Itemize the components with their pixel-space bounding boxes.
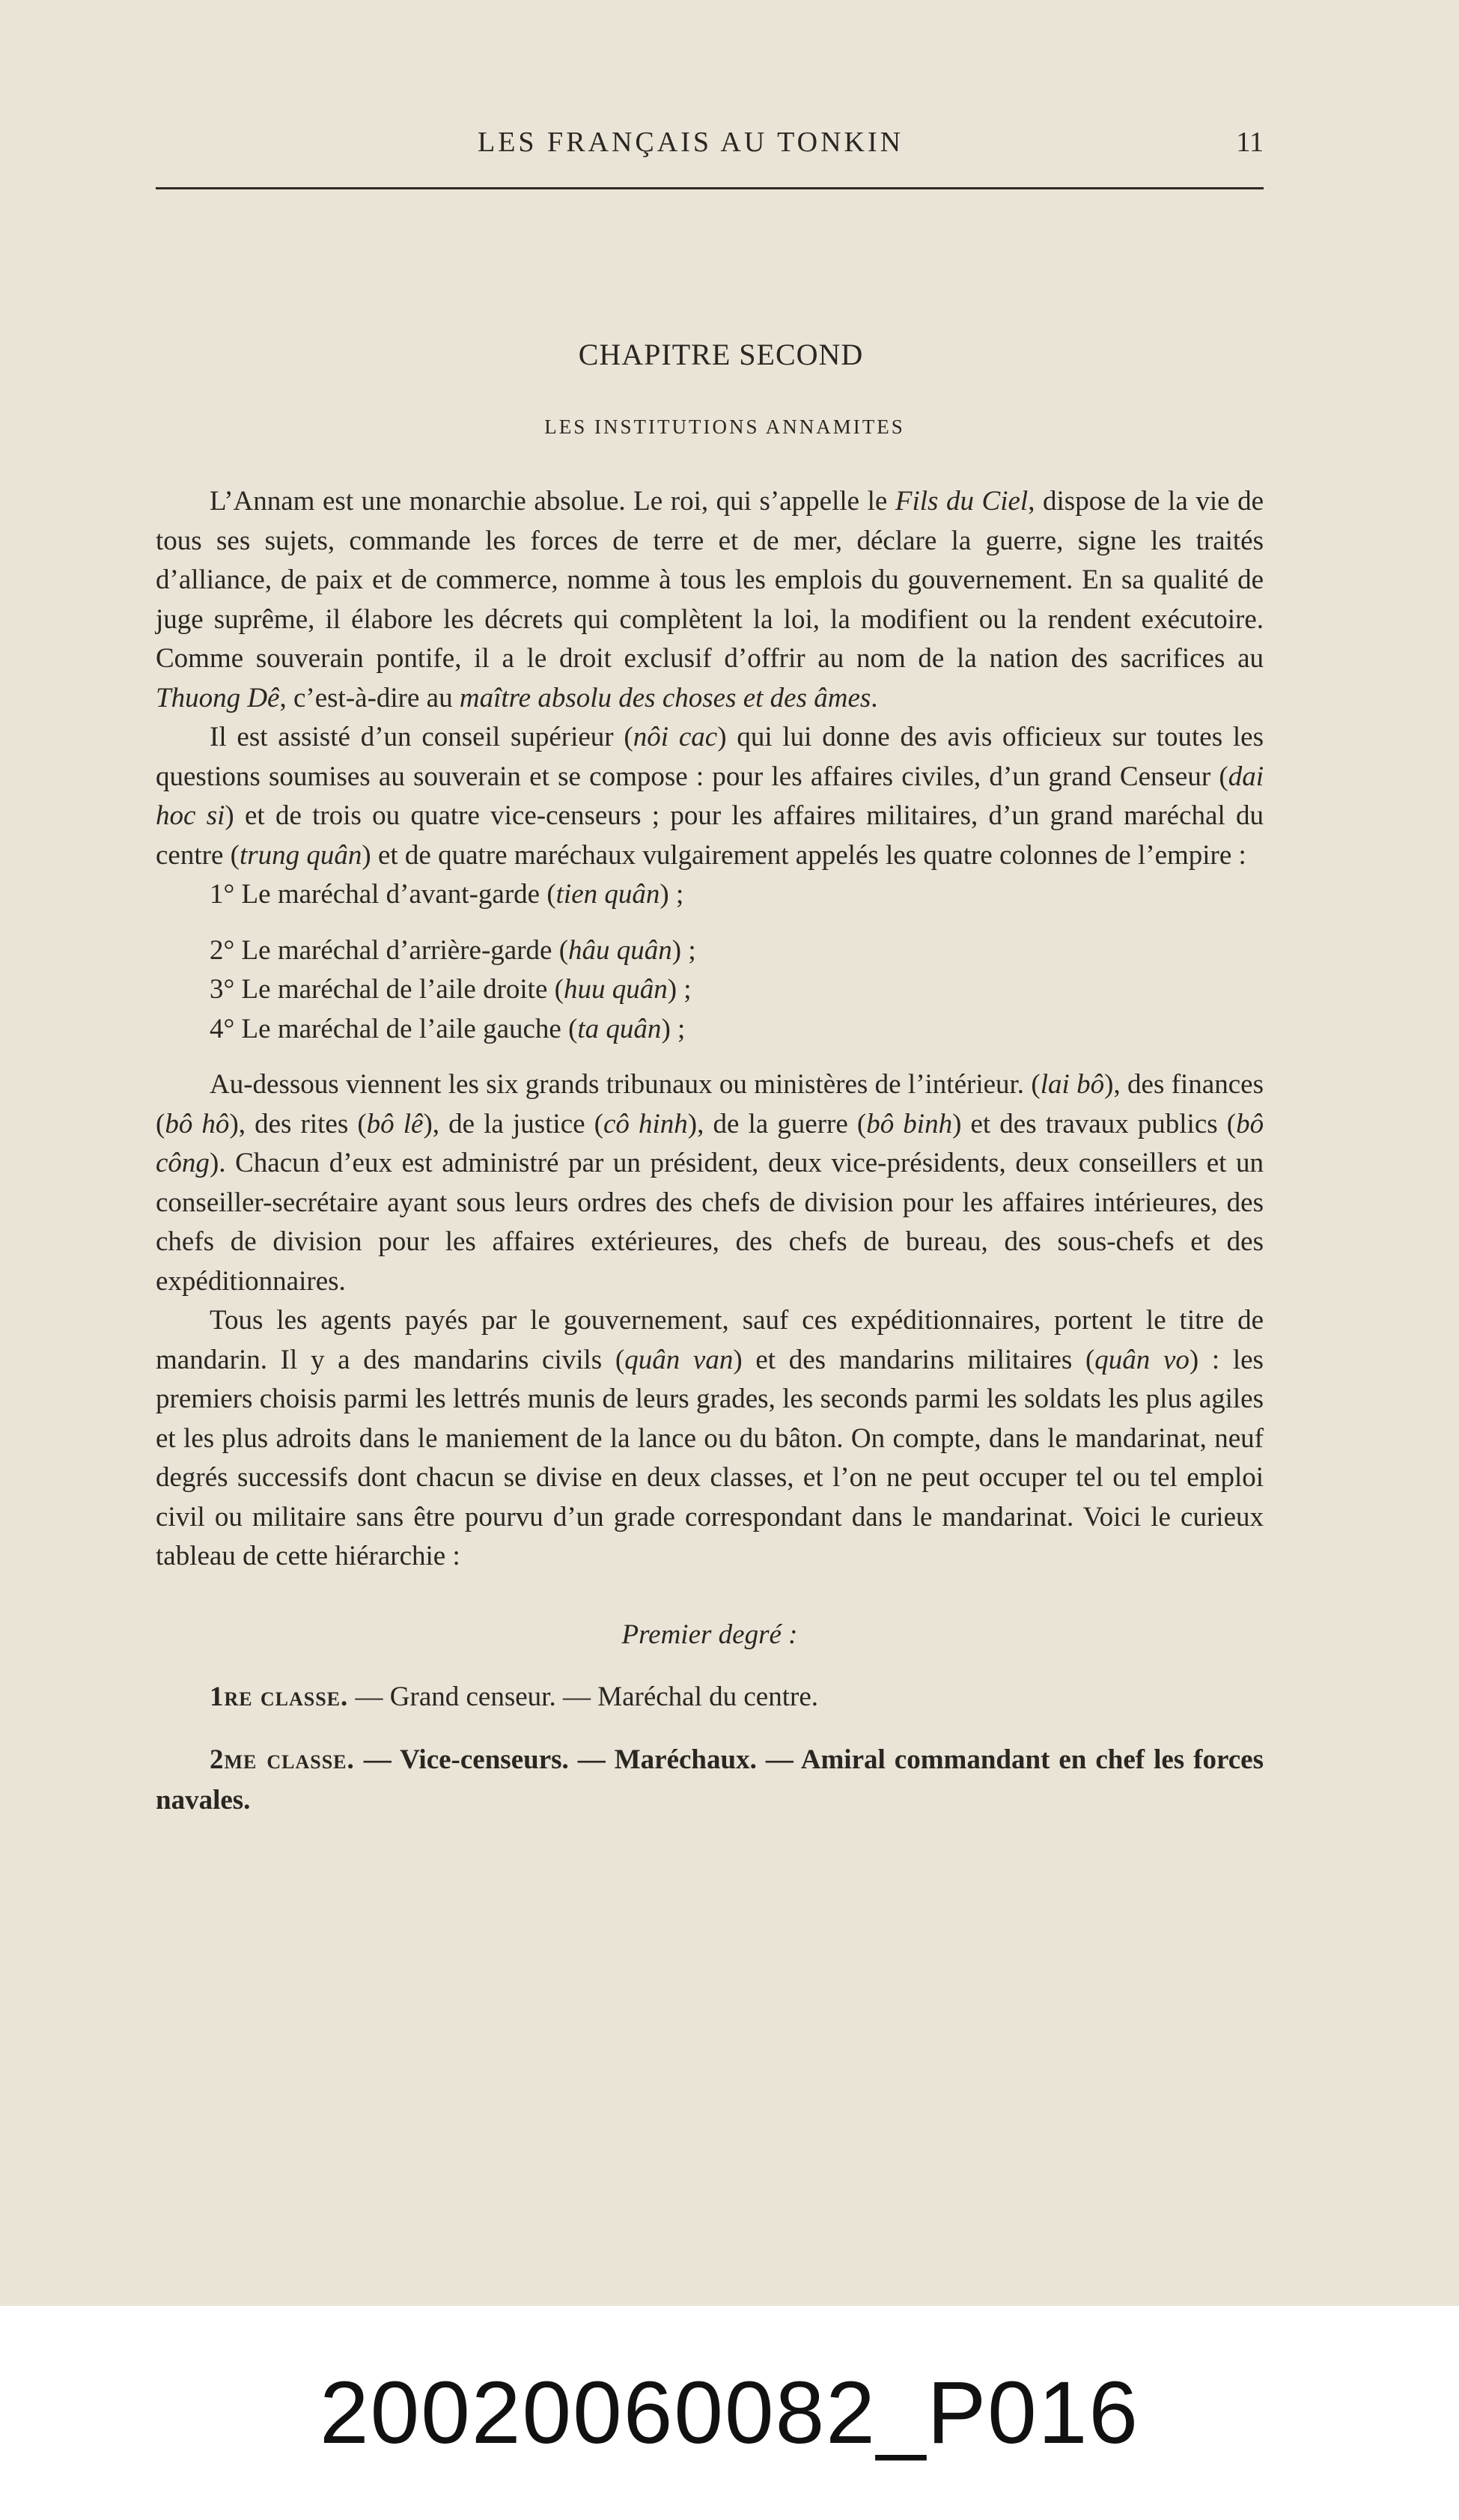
section-title: LES INSTITUTIONS ANNAMITES bbox=[544, 416, 905, 438]
body-text bbox=[156, 482, 1264, 1821]
text-run: chef les forces navales. bbox=[156, 1744, 1264, 1816]
text-run: ) ; bbox=[667, 974, 692, 1005]
running-header bbox=[156, 112, 1264, 172]
italic-term: tien quân bbox=[555, 879, 660, 910]
italic-term: bô hô bbox=[165, 1108, 230, 1139]
text-run: ) ; bbox=[661, 1013, 686, 1044]
text-run: ) : les premiers choisis parmi les lettrés munis de leurs grades, les seconds parmi les soldats les plus agiles et les plus adroits dans le maniement de la lance ou du bâton. On compte, dans le mandarinat, neuf degrés successifs dont chacun se divise en deux classes, et l’on ne peut occuper tel ou tel emploi civil ou militaire sans être pourvu d’un grade correspondant dans le mandarinat. Voici le curieux tableau de cette hiérarchie : bbox=[156, 1344, 1264, 1571]
italic-term: maître absolu des choses et des âmes bbox=[459, 682, 871, 713]
text-run: 2° Le maréchal d’arrière-garde ( bbox=[210, 934, 569, 966]
paragraph-2 bbox=[156, 718, 1264, 875]
class-label: 2me classe. bbox=[210, 1744, 355, 1775]
page-number: 11 bbox=[1236, 127, 1264, 158]
list-item bbox=[210, 1010, 1264, 1050]
text-run: ), de la justice ( bbox=[423, 1108, 603, 1139]
italic-term: hâu quân bbox=[568, 934, 672, 966]
class-label: 1re classe. bbox=[210, 1681, 349, 1712]
text-run: 3° Le maréchal de l’aile droite ( bbox=[210, 974, 564, 1005]
marshal-list bbox=[156, 875, 1264, 1049]
scan-id-caption: 20020060082_P016 bbox=[0, 2306, 1459, 2520]
header-rule bbox=[156, 187, 1264, 189]
chapter-title: CHAPITRE SECOND bbox=[578, 338, 864, 371]
paragraph-4 bbox=[156, 1301, 1264, 1577]
text-run: Au-dessous viennent les six grands tribunaux ou ministères de l’intérieur. ( bbox=[210, 1069, 1041, 1100]
text-run: Tous les agents payés par le gouvernement, sauf ces expéditionnaires, portent le titre de mandarin. Il y a des mandarins civils ( bbox=[156, 1305, 1264, 1375]
paragraph-1 bbox=[156, 482, 1264, 718]
text-run: ), de la guerre ( bbox=[687, 1108, 867, 1139]
italic-term: huu quân bbox=[563, 974, 668, 1005]
italic-term: quân vo bbox=[1094, 1344, 1190, 1375]
text-run: ) qui lui donne des avis officieux sur toutes les questions soumises au souverain et se compose : pour les affaires civiles, d’un grand Censeur ( bbox=[156, 722, 1264, 792]
text-run: — Grand censeur. — Maréchal du centre. bbox=[348, 1681, 818, 1712]
degree-title: Premier degré : bbox=[621, 1619, 798, 1650]
italic-term: ta quân bbox=[577, 1013, 662, 1044]
text-run: 1° Le maréchal d’avant-garde ( bbox=[210, 879, 556, 910]
italic-term: nôi cac bbox=[633, 722, 718, 752]
text-run: ) et des mandarins militaires ( bbox=[733, 1344, 1095, 1375]
text-run: ) et des travaux publics ( bbox=[952, 1108, 1237, 1139]
list-item bbox=[210, 970, 1264, 1010]
text-run: ) ; bbox=[660, 879, 684, 910]
italic-term: Thuong Dê bbox=[156, 682, 280, 713]
class-1-line bbox=[156, 1677, 1264, 1717]
italic-term: lai bô bbox=[1040, 1069, 1105, 1100]
running-title: LES FRANÇAIS AU TONKIN bbox=[478, 127, 904, 158]
list-item bbox=[210, 931, 1264, 971]
text-run: ), des rites ( bbox=[229, 1108, 367, 1139]
italic-term: Fils du Ciel bbox=[895, 486, 1029, 517]
paragraph-3 bbox=[156, 1065, 1264, 1301]
class-2-line bbox=[156, 1740, 1264, 1821]
text-run: Il est assisté d’un conseil supérieur ( bbox=[210, 722, 633, 752]
italic-term: dai hoc si bbox=[156, 761, 1264, 831]
text-run: 4° Le maréchal de l’aile gauche ( bbox=[210, 1013, 578, 1044]
text-run: . bbox=[871, 682, 878, 713]
text-run: ). Chacun d’eux est administré par un président, deux vice-présidents, deux conseillers et un conseiller-secrétaire ayant sous leurs ordres des chefs de division pour les affaires intérieures, des chefs de division pour les affaires extérieures, des chefs de bureau, des sous-chefs et des expéditionnaires. bbox=[156, 1148, 1264, 1297]
page-content bbox=[156, 112, 1264, 1821]
text-run: ) et de trois ou quatre vice-censeurs ; pour les affaires militaires, d’un grand maréchal du centre ( bbox=[156, 800, 1264, 871]
italic-term: cô hinh bbox=[603, 1108, 688, 1139]
italic-term: quân van bbox=[624, 1344, 734, 1375]
text-run: , dispose de la vie de tous ses sujets, commande les forces de terre et de mer, déclare la guerre, signe les traités d’alliance, de paix et de commerce, nomme à tous les emplois du gouvernement. En sa qualité de juge suprême, il élabore les décrets qui complètent la loi, la modifient ou la rendent exécutoire. Comme souverain pontife, il a le droit exclusif d’offrir au nom de la nation des sacrifices au bbox=[156, 486, 1264, 674]
text-run: L’Annam est une monarchie absolue. Le roi, qui s’appelle le bbox=[210, 486, 895, 517]
text-run: ) ; bbox=[671, 934, 696, 966]
text-run: , c’est-à-dire au bbox=[279, 682, 460, 713]
list-item bbox=[210, 875, 1264, 915]
italic-term: bô binh bbox=[866, 1108, 953, 1139]
text-run: — Vice-censeurs. — Maréchaux. — Amiral commandant en bbox=[354, 1744, 1096, 1775]
italic-term: bô công bbox=[156, 1108, 1264, 1178]
italic-term: bô lê bbox=[366, 1108, 424, 1139]
italic-term: trung quân bbox=[239, 839, 362, 871]
text-run: ) et de quatre maréchaux vulgairement appelés les quatre colonnes de l’empire : bbox=[362, 839, 1246, 871]
text-run: ), des finances ( bbox=[156, 1069, 1264, 1139]
